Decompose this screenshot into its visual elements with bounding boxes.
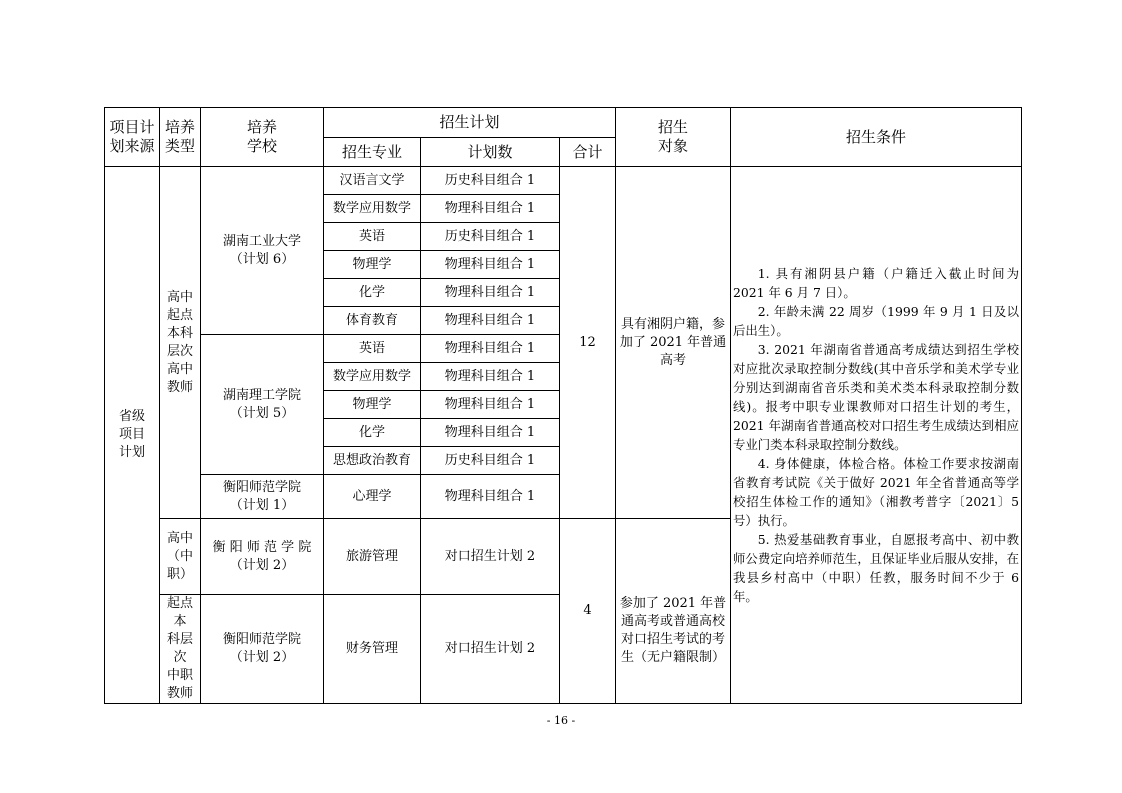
plan-cell: 对口招生计划 2: [421, 519, 560, 595]
major-cell: 物理学: [324, 251, 421, 279]
header-source: 项目计 划来源: [105, 108, 160, 167]
condition-4: 4. 身体健康，体检合格。体检工作要求按湖南省教育考试院《关于做好 2021 年全省普通高等学校招生体检工作的通知》（湘教考普字〔2021〕5 号）执行。: [733, 456, 1019, 528]
school-name: 湖南理工学院 （计划 5）: [201, 335, 324, 475]
school-name: 衡阳师范学院 （计划 1）: [201, 475, 324, 519]
group-total-1: 12: [560, 167, 616, 519]
school-name: 湖南工业大学 （计划 6）: [201, 167, 324, 335]
condition-1: 1. 具有湘阴县户籍（户籍迁入截止时间为 2021 年 6 月 7 日）。: [733, 266, 1019, 300]
type-label-1: 高中 起点 本科 层次 高中 教师: [160, 167, 201, 519]
enrollment-plan-table: [104, 107, 1022, 704]
plan-cell: 物理科目组合 1: [421, 419, 560, 447]
major-cell: 财务管理: [324, 595, 421, 704]
plan-cell: 物理科目组合 1: [421, 391, 560, 419]
target-2-spacer: [616, 519, 731, 595]
target-2: 参加了 2021 年普通高考或普通高校对口招生考试的考生（无户籍限制）: [616, 595, 731, 704]
plan-cell: 物理科目组合 1: [421, 335, 560, 363]
plan-cell: 历史科目组合 1: [421, 223, 560, 251]
school-name: 衡 阳 师 范 学 院 （计划 2）: [201, 519, 324, 595]
major-cell: 体育教育: [324, 307, 421, 335]
major-cell: 英语: [324, 335, 421, 363]
major-cell: 汉语言文学: [324, 167, 421, 195]
plan-cell: 物理科目组合 1: [421, 251, 560, 279]
plan-cell: 历史科目组合 1: [421, 447, 560, 475]
condition-5: 5. 热爱基础教育事业，自愿报考高中、初中教师公费定向培养师范生，且保证毕业后服从安排，在我县乡村高中（中职）任教，服务时间不少于 6 年。: [733, 532, 1019, 604]
major-cell: 心理学: [324, 475, 421, 519]
plan-cell: 物理科目组合 1: [421, 195, 560, 223]
header-conditions: 招生条件: [731, 108, 1022, 167]
source-label: 省级 项目 计划: [105, 167, 160, 704]
plan-cell: 物理科目组合 1: [421, 307, 560, 335]
header-row-1: [105, 108, 1022, 138]
type-label-2-bottom: 起点本 科层次 中职 教师: [160, 595, 201, 704]
header-major: 招生专业: [324, 138, 421, 167]
plan-cell: 对口招生计划 2: [421, 595, 560, 704]
major-cell: 化学: [324, 279, 421, 307]
condition-2: 2. 年龄未满 22 周岁（1999 年 9 月 1 日及以后出生）。: [733, 304, 1019, 338]
group-total-2: 4: [560, 519, 616, 704]
major-cell: 旅游管理: [324, 519, 421, 595]
major-cell: 化学: [324, 419, 421, 447]
header-type: 培养 类型: [160, 108, 201, 167]
page-number: - 16 -: [546, 714, 576, 727]
major-cell: 物理学: [324, 391, 421, 419]
header-target: 招生 对象: [616, 108, 731, 167]
header-school: 培养 学校: [201, 108, 324, 167]
plan-cell: 物理科目组合 1: [421, 363, 560, 391]
header-total: 合计: [560, 138, 616, 167]
table-row: [105, 167, 1022, 195]
condition-3: 3. 2021 年湖南省普通高考成绩达到招生学校对应批次录取控制分数线(其中音乐学和美术学专业分别达到湖南省音乐类和美术类本科录取控制分数线)。报考中职专业课教师对口招生计划的考生，2021 年湖南省普通高校对口招生考生成绩达到相应专业门类本科录取控制分数线。: [733, 342, 1019, 452]
header-plan: 招生计划: [324, 108, 616, 138]
major-cell: 思想政治教育: [324, 447, 421, 475]
major-cell: 数学应用数学: [324, 363, 421, 391]
conditions-cell: [731, 167, 1022, 704]
target-1: 具有湘阴户籍，参加了 2021 年普通高考: [616, 167, 731, 519]
plan-cell: 历史科目组合 1: [421, 167, 560, 195]
major-cell: 数学应用数学: [324, 195, 421, 223]
plan-cell: 物理科目组合 1: [421, 279, 560, 307]
school-name: 衡阳师范学院 （计划 2）: [201, 595, 324, 704]
type-label-2-top: 高中 （中 职）: [160, 519, 201, 595]
plan-cell: 物理科目组合 1: [421, 475, 560, 519]
major-cell: 英语: [324, 223, 421, 251]
header-plan-count: 计划数: [421, 138, 560, 167]
